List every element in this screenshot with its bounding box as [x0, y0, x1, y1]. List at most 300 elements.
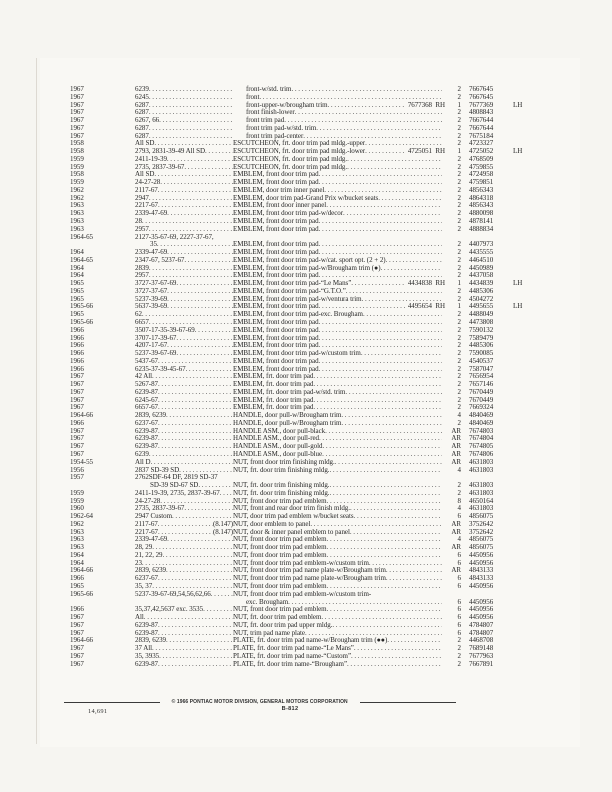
year-cell: 1964-65 [70, 232, 93, 241]
model-text: 6239-87 [135, 628, 158, 637]
description-dot-leader [319, 327, 442, 335]
description-text: EMBLEM, frt. door trim pad-w/std. trim [233, 387, 346, 396]
model-text: 2762SDF-64 DF, 2819 SD-37 [135, 473, 218, 482]
year-cell: 1965 [70, 294, 84, 303]
model-text: 2837 SD-39 SD [135, 465, 180, 474]
year-cell: 1958 [70, 170, 84, 179]
quantity-cell: 6 [457, 512, 461, 521]
year-cell: 1964-66 [70, 636, 93, 645]
quantity-cell: 2 [457, 636, 461, 645]
quantity-cell: 1 [457, 100, 461, 109]
model-text: 2117-67 [135, 519, 158, 528]
model-dot-leader [166, 637, 233, 645]
model-text: 5237-39-67-69 [135, 349, 177, 358]
model-dot-leader [158, 521, 213, 529]
year-cell: 1962 [70, 519, 84, 528]
description-text: EMBLEM, front door trim pad [233, 317, 319, 326]
model-text: 3507-17-35-39-67-69 [135, 325, 195, 334]
quantity-cell: 2 [457, 123, 461, 132]
model-text: 2947 [135, 193, 149, 202]
part-number-cell: 7674804 [469, 434, 494, 443]
year-cell: 1966 [70, 574, 84, 583]
part-number-cell: 7669324 [469, 403, 494, 412]
description-dot-leader [386, 567, 442, 575]
part-number-cell: 7667645 [469, 92, 494, 101]
model-text: 6239 [135, 449, 149, 458]
description-text: HANDLE, door pull-w/Brougham trim [233, 411, 342, 420]
footer-rule-right [360, 702, 456, 703]
description-text: EMBLEM, front door trim pad [233, 217, 319, 226]
model-cell [135, 94, 233, 102]
description-dot-leader [387, 637, 442, 645]
part-number-cell: 4843133 [469, 566, 494, 575]
year-cell: 1959 [70, 154, 84, 163]
year-cell: 1965 [70, 279, 84, 288]
part-number-cell: 4856343 [469, 201, 494, 210]
year-cell: 1962 [70, 193, 84, 202]
model-text: 6245-67 [135, 395, 158, 404]
quantity-cell: 2 [457, 92, 461, 101]
year-cell: 1966 [70, 341, 84, 350]
description-text: EMBLEM, frt. door trim pad [233, 403, 314, 412]
description-text: NUT, front door trim pad emblem [233, 582, 327, 590]
quantity-cell: 6 [457, 613, 461, 622]
description-text: front trim pad-w/std. trim [246, 123, 317, 132]
year-cell: 1967 [70, 123, 84, 132]
quantity-cell: 6 [457, 574, 461, 583]
description-text: PLATE, frt. door trim pad name-“Le Mans” [233, 644, 354, 653]
quantity-cell: 2 [457, 193, 461, 202]
hand-suffix-cell: LH [513, 147, 523, 156]
model-dot-leader [184, 257, 233, 265]
quantity-cell: AR [451, 519, 461, 528]
quantity-cell: 2 [457, 170, 461, 179]
year-cell: 1967 [70, 116, 84, 125]
part-number-cell: 4784807 [469, 620, 494, 629]
model-dot-leader [152, 373, 233, 381]
description-text: EMBLEM, front door trim pad [233, 240, 319, 249]
page-code: B-812 [281, 706, 299, 712]
description-text: front finish-lower [246, 108, 295, 117]
description-text: EMBLEM, front door trim pad [233, 224, 319, 233]
part-number-cell: 4468708 [469, 636, 494, 645]
model-text: All SD [135, 170, 155, 179]
part-number-cell: 7589479 [469, 333, 494, 342]
part-number-cell: 4631803 [469, 457, 494, 466]
part-number-cell: 4631803 [469, 481, 494, 490]
model-text: 3727-37-67 [135, 286, 168, 295]
model-text: 23 [135, 558, 142, 567]
model-text: 6287 [135, 100, 149, 109]
rh-part-number: 7677368 RH [407, 100, 445, 109]
model-dot-leader [195, 327, 233, 335]
model-dot-leader [158, 443, 233, 451]
model-dot-leader [158, 575, 233, 583]
model-cell [135, 661, 233, 669]
description-dot-leader [319, 366, 442, 374]
description-dot-leader [321, 614, 442, 622]
quantity-cell: 2 [457, 644, 461, 653]
description-dot-leader [354, 645, 442, 653]
year-cell: 1964-66 [70, 566, 93, 575]
description-dot-leader [341, 420, 442, 428]
description-text: HANDLE, door pull-w/Brougham trim [233, 418, 342, 427]
model-text: 6287 [135, 108, 149, 117]
description-text: EMBLEM, front door trim pad [233, 364, 319, 373]
description-dot-leader [365, 148, 405, 156]
part-number-cell: 7670449 [469, 395, 494, 404]
model-cell [135, 606, 233, 614]
description-cell [233, 86, 445, 94]
model-text: 2957 [135, 271, 149, 280]
model-dot-leader [158, 381, 233, 389]
model-cell [135, 187, 233, 195]
part-number-cell: 4435555 [469, 248, 494, 257]
quantity-cell: 2 [457, 240, 461, 249]
model-text: 24-27-28 [135, 178, 161, 187]
description-dot-leader [354, 513, 442, 521]
quantity-cell: 2 [457, 325, 461, 334]
model-text: 2217-67 [135, 527, 158, 536]
description-text: NUT, front door trim pad emblem [233, 496, 327, 505]
model-dot-leader [158, 622, 233, 630]
model-cell [135, 210, 233, 218]
part-number-cell: 7689148 [469, 644, 494, 653]
year-cell: 1960 [70, 504, 84, 513]
model-text: 24-27-28 [135, 496, 161, 505]
model-text: 5267-87 [135, 380, 158, 389]
description-text: NUT, front door trim finishing mldg. [233, 457, 335, 466]
model-text: 6239-87 [135, 659, 158, 668]
year-cell: 1967 [70, 387, 84, 396]
model-text: 35 [150, 240, 157, 249]
model-text: 5637-39-69 [135, 302, 168, 311]
description-text: EMBLEM, front door trim pad-“G.T.O.” [233, 286, 346, 295]
description-dot-leader [319, 241, 442, 249]
part-number-cell: 4631803 [469, 465, 494, 474]
model-cell [135, 117, 233, 125]
part-number-cell: 4759851 [469, 178, 494, 187]
year-cell: 1967 [70, 449, 84, 458]
year-cell: 1967 [70, 620, 84, 629]
part-number-cell: 3752642 [469, 527, 494, 536]
part-number-cell: 7590132 [469, 325, 494, 334]
description-text: NUT, frt. door trim pad emblem [233, 613, 322, 622]
quantity-cell: 2 [457, 154, 461, 163]
description-dot-leader [327, 536, 442, 544]
quantity-cell: 2 [457, 310, 461, 319]
part-number-cell: 7656954 [469, 372, 494, 381]
part-number-cell: 4723327 [469, 139, 494, 148]
quantity-cell: AR [451, 442, 461, 451]
model-text: 5237-39-69 [135, 294, 168, 303]
description-text: HANDLE ASM., door pull-black [233, 426, 326, 435]
description-text: exc. Brougham [246, 597, 289, 606]
part-number-cell: 4495655 [469, 302, 494, 311]
model-cell [135, 303, 233, 311]
quantity-cell: 6 [457, 620, 461, 629]
model-text: 6267, 66 [135, 116, 160, 125]
model-text: 2217-67 [135, 201, 158, 210]
part-number-cell: 7677963 [469, 651, 494, 660]
year-cell: 1959 [70, 488, 84, 497]
quantity-cell: 2 [457, 387, 461, 396]
quantity-cell: 2 [457, 209, 461, 218]
description-text: EMBLEM, frt. door trim pad [233, 372, 314, 381]
model-text: 6657 [135, 317, 149, 326]
year-cell: 1965-66 [70, 302, 93, 311]
quantity-cell: 2 [457, 85, 461, 93]
quantity-cell: 2 [457, 481, 461, 490]
description-text: EMBLEM, front door trim pad-exc. Brougham [233, 310, 363, 319]
year-cell: 1964-65 [70, 255, 93, 264]
model-cell [135, 311, 233, 319]
description-dot-leader [351, 280, 405, 288]
model-dot-leader [167, 288, 233, 296]
description-text: NUT, door & inner panel emblem to panel [233, 527, 350, 536]
model-text: All [135, 613, 144, 622]
description-dot-leader [328, 102, 405, 110]
year-cell: 1967 [70, 651, 84, 660]
part-number-cell: 4725052 [469, 147, 494, 156]
model-text: 6239 [135, 85, 149, 93]
description-dot-leader [343, 210, 442, 218]
description-text: EMBLEM, frt. door trim pad [233, 380, 314, 389]
model-dot-leader [167, 342, 233, 350]
year-cell: 1967 [70, 644, 84, 653]
model-dot-leader [149, 109, 233, 117]
model-text: 2839 [135, 263, 149, 272]
year-cell: 1966 [70, 325, 84, 334]
part-number-cell: 7667645 [469, 85, 494, 93]
part-number-cell: 4888834 [469, 224, 494, 233]
model-cell [135, 265, 233, 273]
model-dot-leader [159, 117, 233, 125]
model-dot-leader [149, 102, 233, 110]
quantity-cell: 4 [457, 504, 461, 513]
model-dot-leader [166, 567, 233, 575]
part-number-cell: 4450956 [469, 558, 494, 567]
description-dot-leader [341, 412, 442, 420]
quantity-cell: 2 [457, 263, 461, 272]
model-text: 28 [135, 217, 142, 226]
part-number-cell: 4407973 [469, 240, 494, 249]
description-text: NUT, frt. door trim pad upper mldg. [233, 620, 333, 629]
quantity-cell: 2 [457, 185, 461, 194]
part-number-cell: 4450956 [469, 605, 494, 614]
model-dot-leader [158, 202, 233, 210]
description-text: NUT, front door trim pad name plate-w/Brougham trim [233, 574, 386, 583]
model-dot-leader [149, 133, 233, 141]
part-number-cell: 4473808 [469, 317, 494, 326]
quantity-cell: 6 [457, 605, 461, 614]
description-dot-leader [327, 606, 442, 614]
model-text: 42 All [135, 372, 153, 381]
model-text: 6287 [135, 131, 149, 140]
model-dot-leader [166, 412, 233, 420]
model-text: 2411-19-39 [135, 154, 167, 163]
year-cell: 1959 [70, 178, 84, 187]
part-number-cell: 7587047 [469, 364, 494, 373]
hand-suffix-cell: LH [513, 100, 523, 109]
part-number-cell: 4864318 [469, 193, 494, 202]
quantity-cell: 2 [457, 217, 461, 226]
description-dot-leader [313, 397, 442, 405]
model-text: 6239-87 [135, 434, 158, 443]
part-number-cell: 4485306 [469, 341, 494, 350]
description-text: EMBLEM, front door trim pad [233, 178, 319, 187]
part-number-cell: 4840469 [469, 411, 494, 420]
quantity-cell: 2 [457, 349, 461, 358]
quantity-cell: 2 [457, 139, 461, 148]
quantity-cell: 2 [457, 294, 461, 303]
part-number-cell: 7674803 [469, 426, 494, 435]
model-text: 5237-39-67-69,54,56,62,66 [135, 589, 211, 598]
copyright-text: © 1966 PONTIAC MOTOR DIVISION, GENERAL MOTORS CORPORATION [171, 699, 349, 705]
description-text: EMBLEM, door trim inner panel [233, 185, 325, 194]
model-text: 3727-37-67-69 [135, 279, 177, 288]
description-text: EMBLEM, front door trim pad-w/Brougham trim (●) [233, 263, 381, 272]
model-text: 6239-87 [135, 442, 158, 451]
model-text: 6239-87 [135, 620, 158, 629]
quantity-cell: 4 [457, 411, 461, 420]
model-dot-leader [158, 187, 233, 195]
model-dot-leader [203, 606, 233, 614]
model-text: 4207-17-67 [135, 341, 168, 350]
description-dot-leader [350, 505, 442, 513]
description-dot-leader [313, 373, 442, 381]
year-cell: 1963 [70, 209, 84, 218]
quantity-cell: AR [451, 527, 461, 536]
part-number-cell: 4856075 [469, 543, 494, 552]
year-cell: 1967 [70, 628, 84, 637]
year-cell: 1954-55 [70, 457, 93, 466]
part-number-cell: 4856075 [469, 535, 494, 544]
part-number-cell: 4450956 [469, 582, 494, 590]
year-cell: 1967 [70, 395, 84, 404]
quantity-cell: 2 [457, 341, 461, 350]
description-dot-leader [378, 195, 442, 203]
model-dot-leader [158, 404, 233, 412]
model-cell [135, 591, 233, 599]
quantity-cell: 2 [457, 162, 461, 171]
part-number-cell: 4450956 [469, 550, 494, 559]
part-number-cell: 7674805 [469, 442, 494, 451]
model-dot-leader [163, 552, 233, 560]
model-text: 2793, 2831-39-49 All SD [135, 147, 206, 156]
description-text: HANDLE ASM., door pull-gold [233, 442, 323, 451]
description-cell [233, 661, 445, 669]
year-cell: 1964 [70, 248, 84, 257]
quantity-cell: 2 [457, 224, 461, 233]
model-dot-leader [149, 94, 233, 102]
year-cell: 1966 [70, 356, 84, 365]
quantity-cell: 2 [457, 395, 461, 404]
model-dot-leader [158, 630, 233, 638]
description-dot-leader [295, 109, 442, 117]
model-cell [135, 257, 233, 265]
model-text: 5437-67 [135, 356, 158, 365]
model-text: 2339-47-69 [135, 209, 168, 218]
quantity-cell: 2 [457, 372, 461, 381]
part-number-cell: 4768509 [469, 154, 494, 163]
description-text: NUT, frt. door trim finishing mldg. [233, 465, 330, 474]
part-number-cell: 7675184 [469, 131, 494, 140]
model-dot-leader [176, 280, 233, 288]
model-text: 2735, 2837-39-67 [135, 504, 185, 513]
description-text: front trim pad [246, 116, 285, 125]
parts-table [70, 86, 528, 668]
quantity-cell: 6 [457, 628, 461, 637]
year-cell: 1964 [70, 263, 84, 272]
description-text: EMBLEM, front door trim pad [233, 170, 319, 179]
part-number-cell: 4450956 [469, 613, 494, 622]
description-text: NUT, front door trim pad emblem [233, 543, 327, 552]
quantity-cell: 2 [457, 380, 461, 389]
description-text: EMBLEM, front door trim pad-w/cat. sport opt. (2 + 2) [233, 255, 386, 264]
scan-page-edge [36, 58, 37, 744]
description-dot-leader [319, 319, 442, 327]
part-number-cell: 7667644 [469, 116, 494, 125]
description-text: NUT, front door trim pad name plate-w/Brougham trim [233, 566, 386, 575]
part-number-cell: 4880098 [469, 209, 494, 218]
model-dot-leader [176, 350, 233, 358]
model-cell [135, 443, 233, 451]
part-number-cell: 4856075 [469, 512, 494, 521]
part-number-cell: 4485306 [469, 286, 494, 295]
year-cell: 1964 [70, 271, 84, 280]
model-dot-leader [184, 505, 233, 513]
year-cell: 1967 [70, 434, 84, 443]
model-dot-leader [158, 661, 233, 669]
rh-part-number: 4495654 RH [407, 302, 445, 311]
model-text: 2339-47-69 [135, 248, 168, 257]
model-dot-leader [160, 179, 233, 187]
description-dot-leader [345, 389, 442, 397]
model-dot-leader [167, 536, 233, 544]
year-cell: 1965 [70, 582, 84, 590]
part-number-cell: 7657146 [469, 380, 494, 389]
model-text: 2127-35-67-69, 2227-37-67, [135, 232, 214, 241]
quantity-cell: 2 [457, 131, 461, 140]
part-number-cell: 4450956 [469, 597, 494, 606]
quantity-cell: 2 [457, 255, 461, 264]
description-text: EMBLEM, front door trim pad [233, 333, 319, 342]
model-text: 35,37,42,5637 exc. 3535 [135, 605, 204, 614]
model-text: 6657-67 [135, 403, 158, 412]
year-cell: 1966 [70, 349, 84, 358]
part-number-cell: 4631803 [469, 504, 494, 513]
rh-part-number: 4434838 RH [407, 279, 445, 288]
model-text: 2411-19-39, 2735, 2837-39-67 [135, 488, 220, 497]
model-text: 2347-67, 5237-67 [135, 255, 185, 264]
model-group-ref: (8.147) [212, 519, 233, 528]
model-dot-leader [152, 544, 233, 552]
model-dot-leader [184, 164, 233, 172]
description-dot-leader [325, 428, 442, 436]
description-dot-leader [347, 164, 442, 172]
description-dot-leader [386, 575, 442, 583]
quantity-cell: AR [451, 426, 461, 435]
quantity-cell: AR [451, 566, 461, 575]
description-text: EMBLEM, front door trim pad [233, 341, 319, 350]
description-text: front-w/std. trim [246, 85, 292, 93]
model-dot-leader [142, 218, 233, 226]
model-text: 6239-87 [135, 387, 158, 396]
description-text: EMBLEM, front door trim pad [233, 302, 319, 311]
description-dot-leader [319, 335, 442, 343]
table-row [70, 661, 528, 669]
